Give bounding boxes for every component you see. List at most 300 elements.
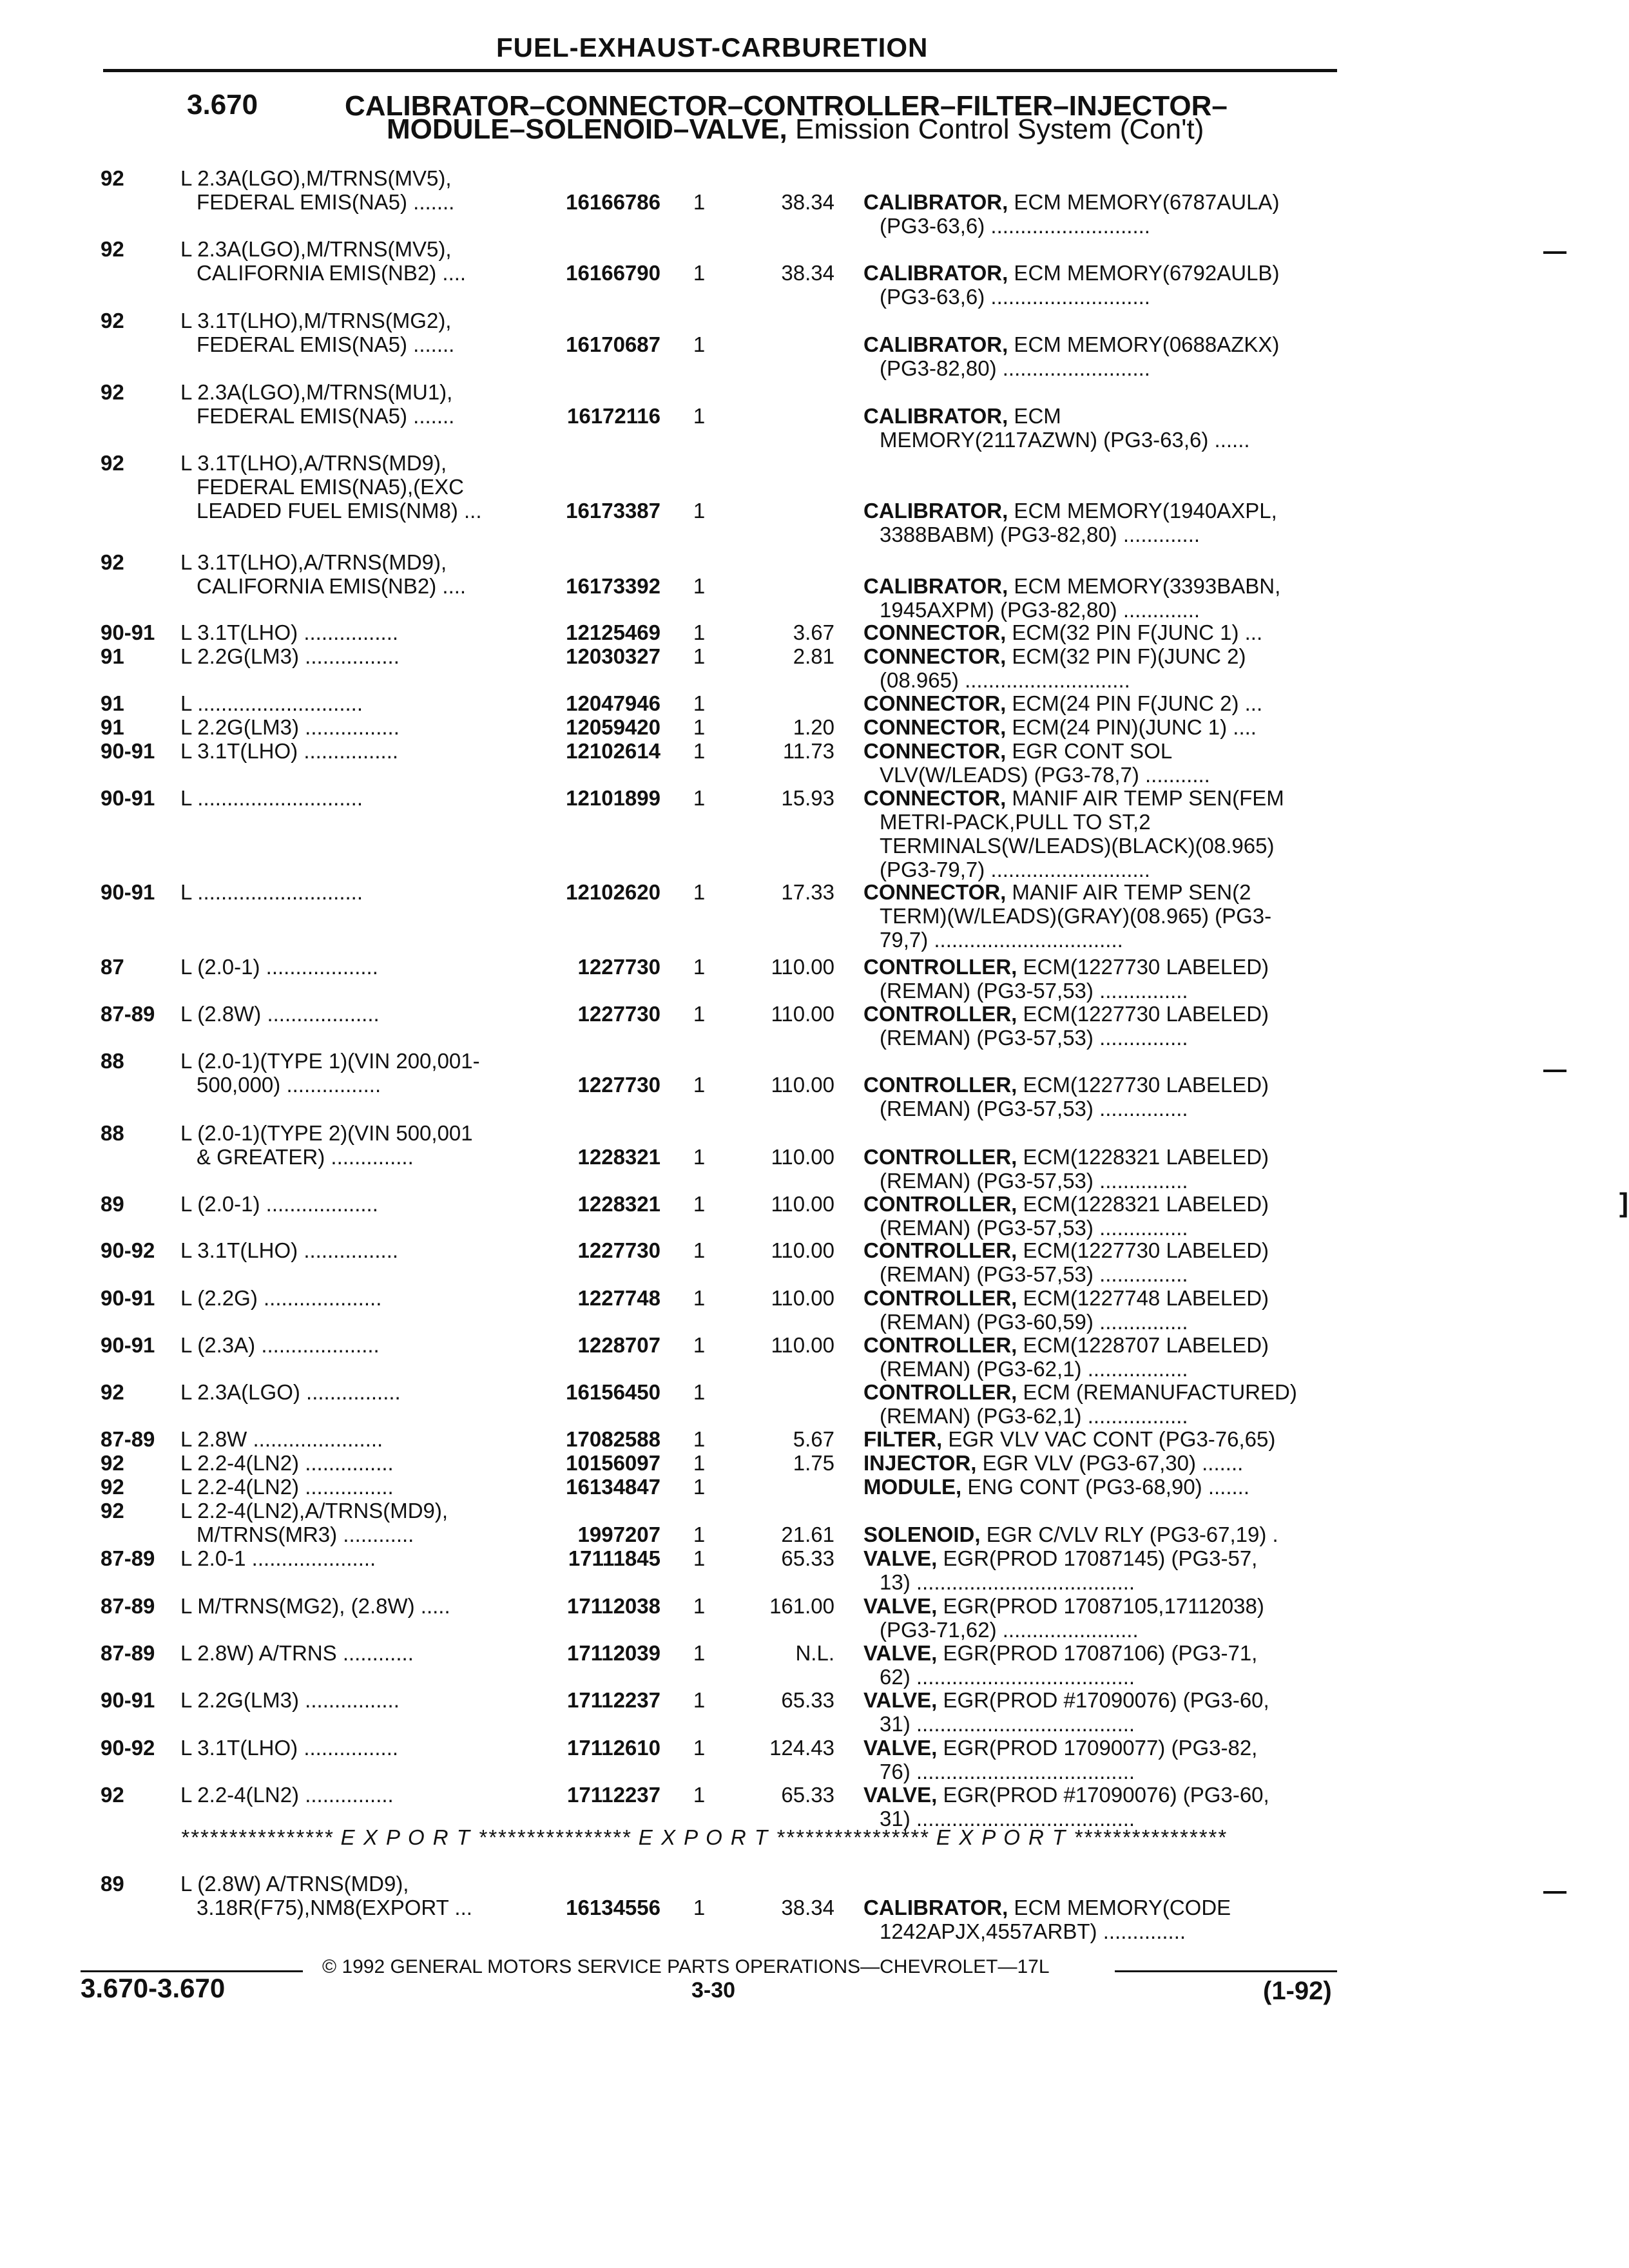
application-line: L 3.1T(LHO),A/TRNS(MD9), <box>180 451 447 475</box>
section-title-rest: Emission Control System (Con't) <box>787 113 1204 145</box>
model-years: 92 <box>101 237 124 261</box>
description-keyword: CALIBRATOR, <box>863 261 1008 285</box>
quantity: 1 <box>693 1286 706 1310</box>
description-continuation: (PG3-63,6) ........................... <box>880 285 1150 309</box>
price: 110.00 <box>771 1286 834 1310</box>
model-years: 90-91 <box>101 1333 155 1357</box>
application-line: L ............................ <box>180 880 363 904</box>
quantity: 1 <box>693 1073 706 1097</box>
price: 5.67 <box>793 1427 834 1451</box>
description-text: ECM (REMANUFACTURED) <box>1017 1380 1297 1404</box>
description-continuation: (PG3-63,6) ........................... <box>880 214 1150 238</box>
price: 3.67 <box>793 620 834 644</box>
description-text: ECM(1227730 LABELED) <box>1017 1002 1269 1026</box>
description-keyword: CONTROLLER, <box>863 955 1017 979</box>
application-line: 500,000) ................ <box>197 1073 381 1097</box>
margin-change-mark <box>1543 1891 1566 1894</box>
part-number: 16156450 <box>566 1380 660 1404</box>
description-keyword: CALIBRATOR, <box>863 404 1008 428</box>
model-years: 92 <box>101 1451 124 1475</box>
part-number: 1227730 <box>577 1002 660 1026</box>
description-keyword: CALIBRATOR, <box>863 332 1008 356</box>
description-keyword: VALVE, <box>863 1688 938 1712</box>
description-keyword: FILTER, <box>863 1427 943 1451</box>
price: 65.33 <box>781 1546 834 1570</box>
description-continuation: 1945AXPM) (PG3-82,80) ............. <box>880 598 1200 622</box>
part-number: 1228321 <box>577 1192 660 1216</box>
description-line <box>863 1523 1278 1546</box>
quantity: 1 <box>693 739 706 763</box>
description-text: MANIF AIR TEMP SEN(2 <box>1006 880 1251 904</box>
description-text: EGR(PROD 17087106) (PG3-71, <box>937 1641 1258 1665</box>
description-line <box>863 404 1061 428</box>
footer-section-range: 3.670-3.670 <box>81 1973 226 2003</box>
price: 38.34 <box>781 190 834 214</box>
price: 17.33 <box>781 880 834 904</box>
price: 110.00 <box>771 1002 834 1026</box>
application-line: L 2.2-4(LN2) ............... <box>180 1451 394 1475</box>
description-text: EGR CONT SOL <box>1006 739 1173 763</box>
application-line: LEADED FUEL EMIS(NM8) ... <box>197 499 482 523</box>
application-line: L 2.2G(LM3) ................ <box>180 644 400 668</box>
footer-page-number: 3-30 <box>691 1978 736 2003</box>
description-text: MANIF AIR TEMP SEN(FEM <box>1006 786 1284 810</box>
description-line <box>863 1546 1257 1570</box>
quantity: 1 <box>693 1475 706 1499</box>
model-years: 92 <box>101 380 124 404</box>
quantity: 1 <box>693 620 706 644</box>
description-continuation: (REMAN) (PG3-60,59) ............... <box>880 1310 1188 1334</box>
model-years: 92 <box>101 451 124 475</box>
price: 110.00 <box>771 955 834 979</box>
description-keyword: SOLENOID, <box>863 1523 981 1546</box>
description-keyword: CONTROLLER, <box>863 1238 1017 1262</box>
page-header-title: FUEL-EXHAUST-CARBURETION <box>496 32 929 62</box>
price: 21.61 <box>781 1523 834 1546</box>
description-keyword: CONNECTOR, <box>863 644 1007 668</box>
description-continuation: (PG3-79,7) ........................... <box>880 858 1150 881</box>
quantity: 1 <box>693 786 706 810</box>
description-text: EGR VLV VAC CONT (PG3-76,65) <box>942 1427 1276 1451</box>
part-number: 17082588 <box>566 1427 660 1451</box>
part-number: 16134847 <box>566 1475 660 1499</box>
application-line: L (2.8W) A/TRNS(MD9), <box>180 1872 409 1896</box>
application-line: 3.18R(F75),NM8(EXPORT ... <box>197 1896 472 1919</box>
description-line <box>863 574 1280 598</box>
price: 1.75 <box>793 1451 834 1475</box>
description-line <box>863 261 1279 285</box>
description-keyword: VALVE, <box>863 1641 938 1665</box>
part-number: 12125469 <box>566 620 660 644</box>
quantity: 1 <box>693 1523 706 1546</box>
application-line: L 2.2G(LM3) ................ <box>180 715 400 739</box>
description-line <box>863 691 1262 715</box>
price: N.L. <box>795 1641 834 1665</box>
model-years: 91 <box>101 715 124 739</box>
description-line <box>863 1238 1269 1262</box>
quantity: 1 <box>693 1192 706 1216</box>
quantity: 1 <box>693 1002 706 1026</box>
description-line <box>863 332 1279 356</box>
application-line: L 2.8W) A/TRNS ............ <box>180 1641 414 1665</box>
application-line: L 3.1T(LHO),A/TRNS(MD9), <box>180 550 447 574</box>
part-number: 1227730 <box>577 1073 660 1097</box>
description-text: ECM(24 PIN F(JUNC 2) ... <box>1006 691 1263 715</box>
description-line <box>863 786 1284 810</box>
description-line <box>863 1594 1264 1618</box>
application-line: L 2.8W ...................... <box>180 1427 383 1451</box>
description-continuation: (REMAN) (PG3-57,53) ............... <box>880 1026 1188 1050</box>
model-years: 90-92 <box>101 1736 155 1760</box>
part-number: 12059420 <box>566 715 660 739</box>
quantity: 1 <box>693 644 706 668</box>
description-text: EGR(PROD 17087105,17112038) <box>937 1594 1264 1618</box>
application-line: L (2.0-1) ................... <box>180 955 378 979</box>
application-line: FEDERAL EMIS(NA5) ....... <box>197 404 455 428</box>
description-text: ECM MEMORY(3393BABN, <box>1008 574 1281 598</box>
description-line <box>863 1333 1269 1357</box>
price: 1.20 <box>793 715 834 739</box>
model-years: 87-89 <box>101 1546 155 1570</box>
part-number: 16170687 <box>566 332 660 356</box>
quantity: 1 <box>693 1688 706 1712</box>
description-continuation: 31) ..................................... <box>880 1807 1135 1831</box>
description-keyword: CONNECTOR, <box>863 620 1007 644</box>
part-number: 17112237 <box>566 1688 660 1712</box>
price: 161.00 <box>769 1594 834 1618</box>
description-line <box>863 1896 1231 1919</box>
description-keyword: CONTROLLER, <box>863 1380 1017 1404</box>
description-continuation: 31) ..................................... <box>880 1712 1135 1736</box>
description-text: ECM MEMORY(0688AZKX) <box>1008 332 1280 356</box>
quantity: 1 <box>693 499 706 523</box>
application-line: L 2.3A(LGO) ................ <box>180 1380 401 1404</box>
description-text: EGR(PROD 17090077) (PG3-82, <box>937 1736 1258 1760</box>
price: 15.93 <box>781 786 834 810</box>
price: 11.73 <box>782 739 834 763</box>
description-text: ECM(1227730 LABELED) <box>1017 1238 1269 1262</box>
application-line: L 2.2-4(LN2),A/TRNS(MD9), <box>180 1499 448 1523</box>
application-line: L 3.1T(LHO) ................ <box>180 620 399 644</box>
application-line: M/TRNS(MR3) ............ <box>197 1523 414 1546</box>
quantity: 1 <box>693 1145 706 1169</box>
description-text: ECM MEMORY(6787AULA) <box>1008 190 1280 214</box>
model-years: 90-91 <box>101 1688 155 1712</box>
description-keyword: VALVE, <box>863 1594 938 1618</box>
description-continuation: (08.965) ............................ <box>880 668 1130 692</box>
application-line: L 3.1T(LHO) ................ <box>180 1736 399 1760</box>
model-years: 92 <box>101 309 124 332</box>
part-number: 17112039 <box>566 1641 660 1665</box>
description-continuation: 3388BABM) (PG3-82,80) ............. <box>880 523 1200 546</box>
model-years: 87 <box>101 955 124 979</box>
quantity: 1 <box>693 261 706 285</box>
application-line: L 2.2-4(LN2) ............... <box>180 1783 394 1807</box>
application-line: L M/TRNS(MG2), (2.8W) ..... <box>180 1594 450 1618</box>
description-line <box>863 739 1172 763</box>
description-continuation: MEMORY(2117AZWN) (PG3-63,6) ...... <box>880 428 1250 452</box>
description-text: ECM(1228321 LABELED) <box>1017 1192 1269 1216</box>
description-continuation: (REMAN) (PG3-57,53) ............... <box>880 1216 1188 1240</box>
quantity: 1 <box>693 1641 706 1665</box>
description-keyword: CONTROLLER, <box>863 1333 1017 1357</box>
part-number: 1228707 <box>577 1333 660 1357</box>
description-keyword: MODULE, <box>863 1475 962 1499</box>
application-line: L 2.3A(LGO),M/TRNS(MV5), <box>180 166 452 190</box>
part-number: 1227730 <box>577 1238 660 1262</box>
model-years: 87-89 <box>101 1641 155 1665</box>
quantity: 1 <box>693 404 706 428</box>
model-years: 91 <box>101 691 124 715</box>
description-line <box>863 1475 1249 1499</box>
application-line: CALIFORNIA EMIS(NB2) .... <box>197 261 467 285</box>
application-line: FEDERAL EMIS(NA5) ....... <box>197 190 455 214</box>
description-line <box>863 955 1269 979</box>
description-keyword: VALVE, <box>863 1783 938 1807</box>
model-years: 92 <box>101 1380 124 1404</box>
part-number: 10156097 <box>566 1451 660 1475</box>
description-text: ECM(1227730 LABELED) <box>1017 1073 1269 1097</box>
description-text: ECM MEMORY(CODE <box>1008 1896 1231 1919</box>
description-text: EGR(PROD #17090076) (PG3-60, <box>937 1783 1269 1807</box>
application-line: L (2.2G) .................... <box>180 1286 382 1310</box>
margin-change-mark <box>1543 251 1566 254</box>
description-keyword: CONNECTOR, <box>863 880 1007 904</box>
quantity: 1 <box>693 1546 706 1570</box>
description-text: EGR(PROD 17087145) (PG3-57, <box>937 1546 1258 1570</box>
model-years: 92 <box>101 1783 124 1807</box>
application-line: L 2.3A(LGO),M/TRNS(MV5), <box>180 237 452 261</box>
description-continuation: 1242APJX,4557ARBT) .............. <box>880 1919 1186 1943</box>
footer-date: (1-92) <box>1263 1977 1332 2005</box>
description-continuation: VLV(W/LEADS) (PG3-78,7) ........... <box>880 763 1210 787</box>
description-keyword: VALVE, <box>863 1736 938 1760</box>
description-text: ECM(1227748 LABELED) <box>1017 1286 1269 1310</box>
description-line <box>863 644 1246 668</box>
quantity: 1 <box>693 190 706 214</box>
description-text: ECM MEMORY(6792AULB) <box>1008 261 1280 285</box>
description-continuation: TERMINALS(W/LEADS)(BLACK)(08.965) <box>880 834 1275 858</box>
section-title-bold: MODULE–SOLENOID–VALVE, <box>387 113 787 145</box>
price: 110.00 <box>771 1073 834 1097</box>
application-line: L ............................ <box>180 691 363 715</box>
description-line <box>863 1145 1269 1169</box>
export-banner: **************** E X P O R T **************** E X P O R T **************** E X P O R T **************** <box>180 1825 1227 1849</box>
application-line: FEDERAL EMIS(NA5) ....... <box>197 332 455 356</box>
part-number: 16166790 <box>566 261 660 285</box>
model-years: 87-89 <box>101 1594 155 1618</box>
description-keyword: CALIBRATOR, <box>863 499 1008 523</box>
model-years: 90-91 <box>101 786 155 810</box>
part-number: 1227730 <box>577 955 660 979</box>
part-number: 12102620 <box>566 880 660 904</box>
price: 110.00 <box>771 1238 834 1262</box>
description-line <box>863 1073 1269 1097</box>
application-line: L 3.1T(LHO) ................ <box>180 739 399 763</box>
description-keyword: VALVE, <box>863 1546 938 1570</box>
description-text: ECM MEMORY(1940AXPL, <box>1008 499 1277 523</box>
description-line <box>863 1002 1269 1026</box>
description-keyword: CONTROLLER, <box>863 1073 1017 1097</box>
quantity: 1 <box>693 691 706 715</box>
description-line <box>863 620 1262 644</box>
application-line: L (2.0-1)(TYPE 1)(VIN 200,001- <box>180 1049 480 1073</box>
description-keyword: CALIBRATOR, <box>863 1896 1008 1919</box>
application-line: L 2.2G(LM3) ................ <box>180 1688 400 1712</box>
description-keyword: CALIBRATOR, <box>863 574 1008 598</box>
quantity: 1 <box>693 955 706 979</box>
description-keyword: CONNECTOR, <box>863 786 1007 810</box>
description-line <box>863 715 1257 739</box>
description-keyword: CONTROLLER, <box>863 1002 1017 1026</box>
part-number: 1227748 <box>577 1286 660 1310</box>
model-years: 90-91 <box>101 1286 155 1310</box>
description-text: EGR VLV (PG3-67,30) ....... <box>976 1451 1244 1475</box>
footer-copyright: © 1992 GENERAL MOTORS SERVICE PARTS OPERATIONS—CHEVROLET—17L <box>322 1956 1050 1977</box>
description-keyword: INJECTOR, <box>863 1451 977 1475</box>
description-keyword: CONTROLLER, <box>863 1286 1017 1310</box>
model-years: 88 <box>101 1121 124 1145</box>
model-years: 90-91 <box>101 620 155 644</box>
description-continuation: 13) ..................................... <box>880 1570 1135 1594</box>
description-line <box>863 1736 1257 1760</box>
part-number: 16173387 <box>566 499 660 523</box>
application-line: L (2.0-1) ................... <box>180 1192 378 1216</box>
description-keyword: CONNECTOR, <box>863 691 1007 715</box>
application-line: L 2.3A(LGO),M/TRNS(MU1), <box>180 380 453 404</box>
description-line <box>863 1286 1269 1310</box>
model-years: 88 <box>101 1049 124 1073</box>
model-years: 90-91 <box>101 880 155 904</box>
part-number: 17112610 <box>566 1736 660 1760</box>
quantity: 1 <box>693 574 706 598</box>
part-number: 1997207 <box>577 1523 660 1546</box>
description-continuation: 62) ..................................... <box>880 1665 1135 1689</box>
margin-bracket: ] <box>1619 1187 1628 1218</box>
part-number: 16173392 <box>566 574 660 598</box>
description-line <box>863 190 1279 214</box>
description-text: ECM <box>1008 404 1061 428</box>
part-number: 12030327 <box>566 644 660 668</box>
part-number: 16134556 <box>566 1896 660 1919</box>
description-text: EGR(PROD #17090076) (PG3-60, <box>937 1688 1269 1712</box>
model-years: 89 <box>101 1192 124 1216</box>
description-continuation: (REMAN) (PG3-57,53) ............... <box>880 1169 1188 1193</box>
part-number: 1228321 <box>577 1145 660 1169</box>
price: 65.33 <box>781 1688 834 1712</box>
description-continuation: 79,7) ................................ <box>880 928 1123 952</box>
description-keyword: CONNECTOR, <box>863 715 1007 739</box>
model-years: 91 <box>101 644 124 668</box>
application-line: L 2.2-4(LN2) ............... <box>180 1475 394 1499</box>
description-line <box>863 880 1251 904</box>
description-text: ECM(1228707 LABELED) <box>1017 1333 1269 1357</box>
price: 110.00 <box>771 1192 834 1216</box>
quantity: 1 <box>693 880 706 904</box>
application-line: L (2.0-1)(TYPE 2)(VIN 500,001 <box>180 1121 473 1145</box>
part-number: 17112237 <box>566 1783 660 1807</box>
model-years: 92 <box>101 1475 124 1499</box>
application-line: L (2.3A) .................... <box>180 1333 380 1357</box>
price: 124.43 <box>769 1736 834 1760</box>
description-continuation: (REMAN) (PG3-57,53) ............... <box>880 1097 1188 1120</box>
description-continuation: (REMAN) (PG3-57,53) ............... <box>880 979 1188 1003</box>
description-continuation: (REMAN) (PG3-62,1) ................. <box>880 1357 1188 1381</box>
description-text: ECM(1228321 LABELED) <box>1017 1145 1269 1169</box>
margin-change-mark <box>1543 1070 1566 1072</box>
application-line: FEDERAL EMIS(NA5),(EXC <box>197 475 465 499</box>
part-number: 17111845 <box>568 1546 660 1570</box>
quantity: 1 <box>693 1380 706 1404</box>
model-years: 92 <box>101 550 124 574</box>
description-keyword: CALIBRATOR, <box>863 190 1008 214</box>
description-line <box>863 1427 1275 1451</box>
quantity: 1 <box>693 715 706 739</box>
quantity: 1 <box>693 1427 706 1451</box>
description-text: EGR C/VLV RLY (PG3-67,19) . <box>980 1523 1278 1546</box>
quantity: 1 <box>693 1783 706 1807</box>
description-continuation: (REMAN) (PG3-57,53) ............... <box>880 1262 1188 1286</box>
quantity: 1 <box>693 332 706 356</box>
footer-rule-right <box>1115 1970 1337 1972</box>
description-text: ECM(24 PIN)(JUNC 1) .... <box>1006 715 1257 739</box>
application-line: L ............................ <box>180 786 363 810</box>
section-title-line1: CALIBRATOR–CONNECTOR–CONTROLLER–FILTER–INJECTOR– <box>345 90 1228 122</box>
price: 65.33 <box>781 1783 834 1807</box>
description-line <box>863 1451 1243 1475</box>
application-line: & GREATER) .............. <box>197 1145 414 1169</box>
description-continuation: METRI-PACK,PULL TO ST,2 <box>880 810 1151 834</box>
quantity: 1 <box>693 1736 706 1760</box>
price: 110.00 <box>771 1145 834 1169</box>
description-keyword: CONNECTOR, <box>863 739 1007 763</box>
part-number: 16166786 <box>566 190 660 214</box>
part-number: 12101899 <box>566 786 660 810</box>
quantity: 1 <box>693 1896 706 1919</box>
price: 2.81 <box>793 644 834 668</box>
description-line <box>863 499 1277 523</box>
description-continuation: (REMAN) (PG3-62,1) ................. <box>880 1404 1188 1428</box>
description-text: ECM(1227730 LABELED) <box>1017 955 1269 979</box>
application-line: L 3.1T(LHO) ................ <box>180 1238 399 1262</box>
description-continuation: TERM)(W/LEADS)(GRAY)(08.965) (PG3- <box>880 904 1272 928</box>
description-text: ECM(32 PIN F(JUNC 1) ... <box>1006 620 1263 644</box>
description-line <box>863 1688 1269 1712</box>
model-years: 90-92 <box>101 1238 155 1262</box>
quantity: 1 <box>693 1594 706 1618</box>
description-text: ECM(32 PIN F)(JUNC 2) <box>1006 644 1246 668</box>
section-number: 3.670 <box>187 89 258 120</box>
application-line: L (2.8W) ................... <box>180 1002 380 1026</box>
part-number: 16172116 <box>566 404 660 428</box>
price: 38.34 <box>781 1896 834 1919</box>
quantity: 1 <box>693 1333 706 1357</box>
part-number: 17112038 <box>566 1594 660 1618</box>
description-continuation: 76) ..................................... <box>880 1760 1135 1783</box>
description-text: ENG CONT (PG3-68,90) ....... <box>961 1475 1250 1499</box>
description-line <box>863 1783 1269 1807</box>
part-number: 12102614 <box>566 739 660 763</box>
quantity: 1 <box>693 1451 706 1475</box>
price: 110.00 <box>771 1333 834 1357</box>
application-line: L 3.1T(LHO),M/TRNS(MG2), <box>180 309 452 332</box>
application-line: CALIFORNIA EMIS(NB2) .... <box>197 574 467 598</box>
description-keyword: CONTROLLER, <box>863 1145 1017 1169</box>
description-continuation: (PG3-82,80) ......................... <box>880 356 1150 380</box>
application-line: L 2.0-1 ..................... <box>180 1546 376 1570</box>
model-years: 92 <box>101 1499 124 1523</box>
description-keyword: CONTROLLER, <box>863 1192 1017 1216</box>
